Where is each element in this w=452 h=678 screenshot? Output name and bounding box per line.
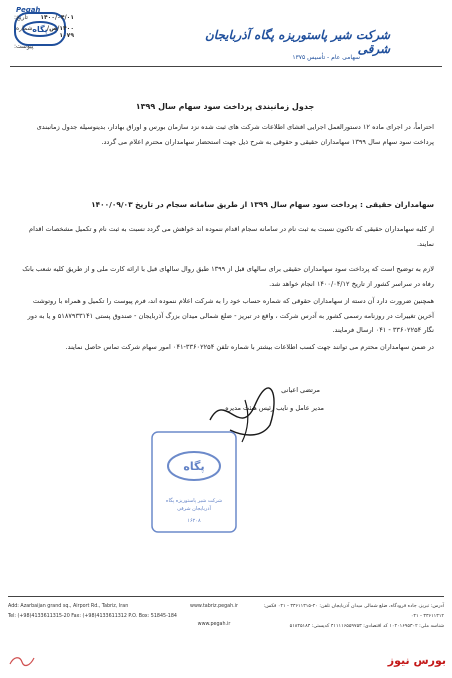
signatory-title: مدیر عامل و نایب رئیس هیئت مدیره xyxy=(225,404,324,412)
footer-divider xyxy=(8,596,444,597)
paragraph-4: در ضمن سهامداران محترم می توانند جهت کسب اطلاعات بیشتر با شماره تلفن ۳۳۶۰۲۲۵۴-۰۴۱ امور سهام شرکت تماس حاصل نمایند. xyxy=(65,343,434,351)
footer-phone-en: Tel: (+98)4133611315-20 Fax: (+98)4133611312 P.O. Box: 51845-184 xyxy=(8,614,177,619)
footer-address-en: Add: Azarbaijan grand sq., Airport Rd., Tabriz, Iran xyxy=(8,604,129,609)
intro-paragraph: احتراماً، در اجرای ماده ۱۲ دستورالعمل اجرایی افشای اطلاعات شرکت های ثبت شده نزد سازمان بورس و اوراق بهادار، بدینوسیله جدول زمانبندی پرداخت سود سهام سال ۱۳۹۹ سهامداران حقیقی و حقوقی به شرح ذیل جهت استحضار سهامداران محترم اعلام می گردد. xyxy=(36,123,434,146)
signatory-name: مرتضی اعیانی xyxy=(281,386,320,394)
letter-title: جدول زمانبندی پرداخت سود سهام سال ۱۳۹۹ xyxy=(135,102,315,111)
footer-english xyxy=(8,602,177,622)
header-divider xyxy=(10,66,442,67)
attachment-label: پیوست: xyxy=(14,43,34,50)
company-sub: سهامی عام - تأسیس ۱۳۷۵ xyxy=(292,54,360,61)
number-value: ۱۴۰۰/ص/۱۰۷۹ xyxy=(46,25,74,39)
paragraph-3: همچنین ضرورت دارد آن دسته از سهامداران حقوقی که شماره حساب خود را به شرکت اعلام ننموده اند، فرم پیوست را تکمیل و همراه با روتوشت آخرین تغییرات در روزنامه رسمی کشور به آدرس شرکت ، واقع در تبریز - ضلع شمالی میدان بزرگ آذربایجان - صندوق پستی ۵۱۸۷۹۳۳۱۴۱ و یا به دور نگار ۳۳۶۰۲۲۵۴ - ۰۴۱ ارسال فرمایند. xyxy=(27,297,434,334)
section-heading: سهامداران حقیقی : پرداخت سود سهام سال ۱۳۹۹ از طریق سامانه سجام در تاریخ ۱۴۰۰/۰۹/۰۳ xyxy=(91,200,434,209)
footer-persian xyxy=(258,602,444,632)
corner-stamp-mark xyxy=(8,654,36,668)
svg-text:پگاه: پگاه xyxy=(32,25,48,34)
letter-meta xyxy=(14,14,74,54)
svg-text:پگاه: پگاه xyxy=(183,460,205,473)
svg-text:آذربایجان شرقی: آذربایجان شرقی xyxy=(177,506,211,512)
website-2[interactable]: www.pegah.ir xyxy=(197,622,231,627)
svg-text:۱۶۲۰۸: ۱۶۲۰۸ xyxy=(187,518,201,524)
footer-ids-fa: شناسه ملی: ۱۰۲۰۱۶۹۵۳۰۲ کد اقتصادی: ۴۱۱۱۱۶۵۵۹۷۵۳ کدپستی: ۵۱۸۴۵۱۸۴ xyxy=(289,624,444,629)
company-stamp xyxy=(150,430,238,534)
footer-websites xyxy=(178,602,250,630)
paragraph-2: لازم به توضیح است که پرداخت سود سهامداران حقیقی برای سالهای قبل از ۱۳۹۹ طبق روال سالهای قبل با ارائه کارت ملی و از طریق کلیه شعب بانک رفاه در سراسر کشور از تاریخ ۱۴۰۰/۰۴/۱۲ انجام خواهد شد. xyxy=(22,265,434,288)
date-value: ۱۴۰۰/۰۴/۰۱ xyxy=(40,14,74,21)
number-label: شماره: xyxy=(14,25,33,32)
logo-text: Pegah xyxy=(16,6,41,14)
paragraph-1: از کلیه سهامداران حقیقی که تاکنون نسبت به ثبت نام در سامانه سجام اقدام ننموده اند خواهش می گردد نسبت به ثبت نام و تکمیل مشخصات اقدام نمایند. xyxy=(29,225,434,248)
company-name: شرکت شیر پاستوریزه پگاه آذربایجان شرقی xyxy=(204,28,390,56)
date-label: تاریخ: xyxy=(14,14,28,21)
watermark-text: بورس نیوز xyxy=(387,654,446,667)
svg-text:شرکت شیر پاستوریزه پگاه: شرکت شیر پاستوریزه پگاه xyxy=(165,498,223,504)
website-1[interactable]: www.tabriz.pegah.ir xyxy=(190,604,238,609)
footer-address-fa: آدرس: تبریز، جاده فرودگاه، ضلع شمالی میدان آذربایجان تلفن: ۲۰-۳۳۶۱۱۳۱۵ - ۰۴۱ فکس: ۳۳۶۱۱۳۱۲ - ۰۴۱ xyxy=(263,604,444,619)
